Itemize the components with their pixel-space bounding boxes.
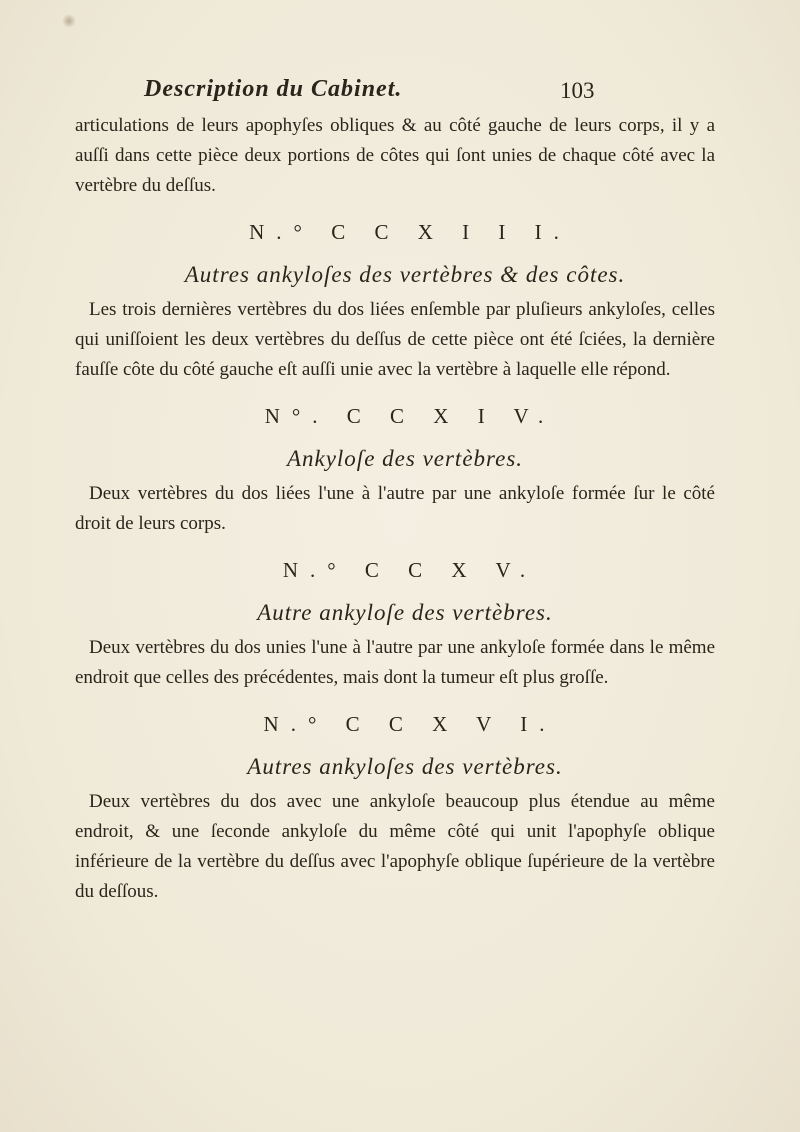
entry-number-214: N°. C C X I V.	[264, 404, 556, 428]
intro-paragraph: articulations de leurs apophyſes obliques & au côté gauche de leurs corps, il y a auſſi dans cette pièce deux portions de côtes qui ſont unies de chaque côté avec la vertèbre du deſſus.	[75, 115, 715, 196]
entry-title-216: Autres ankyloſes des vertèbres.	[247, 754, 563, 779]
entry-text-214: Deux vertèbres du dos liées l'une à l'autre par une ankyloſe formée ſur le côté droit de leurs corps.	[75, 483, 715, 534]
page-number: 103	[560, 78, 595, 103]
entry-number-215: N.° C C X V.	[282, 558, 538, 582]
entry-text-215: Deux vertèbres du dos unies l'une à l'autre par une ankyloſe formée dans le même endroit que celles des précédentes, mais dont la tumeur eſt plus groſſe.	[75, 637, 715, 688]
entry-title-214: Ankyloſe des vertèbres.	[286, 446, 524, 471]
entry-text-216: Deux vertèbres du dos avec une ankyloſe beaucoup plus étendue au même endroit, & une ſeconde ankyloſe du même côté qui unit l'apophyſe oblique inférieure de la vertèbre du deſſus avec l'apophyſe oblique ſupérieure de la vertèbre du deſſous.	[75, 791, 715, 902]
entry-text-213: Les trois dernières vertèbres du dos liées enſemble par pluſieurs ankyloſes, celles qui uniſſoient les deux vertèbres du deſſus de cette pièce ont été ſciées, la dernière fauſſe côte du côté gauche eſt auſſi unie avec la vertèbre à laquelle elle répond.	[75, 299, 715, 380]
entry-title-215: Autre ankyloſe des vertèbres.	[257, 600, 553, 625]
paper-stain	[62, 14, 76, 28]
entry-number-213: N.° C C X I I I.	[249, 220, 571, 244]
running-title: Description du Cabinet.	[144, 76, 403, 102]
entry-number-216: N.° C C X V I.	[263, 712, 557, 736]
page-body	[75, 111, 715, 907]
entry-title-213: Autres ankyloſes des vertèbres & des côtes.	[184, 262, 626, 287]
